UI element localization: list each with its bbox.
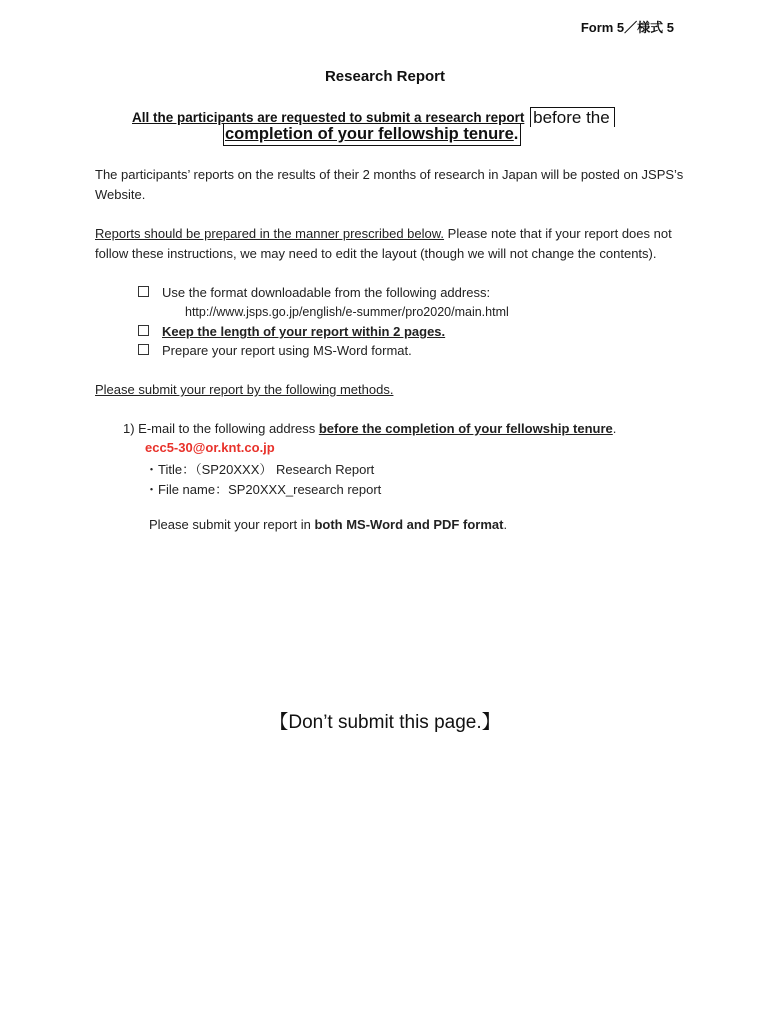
page-title: Research Report <box>324 68 446 85</box>
checklist-item-label: Keep the length of your report within 2 pages. <box>162 324 446 339</box>
submit-prefix: Please submit your report in <box>149 517 315 532</box>
checklist-item-label: Use the format downloadable from the following address: <box>162 285 491 300</box>
checklist-item-length <box>138 324 445 339</box>
checklist-item-label: Prepare your report using MS-Word format. <box>162 343 412 358</box>
methods-heading: Please submit your report by the following methods. <box>95 382 394 397</box>
notice-text: All the participants are requested to submit a research report <box>132 110 525 125</box>
submit-formats: both MS-Word and PDF format <box>314 517 504 532</box>
checkbox-square-icon <box>138 325 149 336</box>
instructions-paragraph <box>95 224 695 263</box>
email-prefix: 1) E-mail to the following address <box>123 421 319 436</box>
intro-paragraph: The participants’ reports on the results of their 2 months of research in Japan will be posted on JSPS’s Website. <box>95 167 684 202</box>
instructions-underlined: Reports should be prepared in the manner prescribed below. <box>95 226 445 241</box>
notice-period: . <box>513 125 519 143</box>
checkbox-square-icon <box>138 286 149 297</box>
instructions-rest: Please note that if your report does not follow these instructions, we may need to edit the layout (though we will not change the contents). <box>95 226 672 261</box>
submit-format-line <box>149 517 507 532</box>
form-number-label: Form 5／様式 5 <box>580 20 674 35</box>
submit-suffix: . <box>503 517 508 532</box>
email-suffix: . <box>612 421 617 436</box>
checklist-item-format <box>138 285 490 300</box>
format-download-url[interactable]: http://www.jsps.go.jp/english/e-summer/pro2020/main.html <box>185 305 509 319</box>
notice-line-2 <box>223 124 521 146</box>
email-instruction <box>123 421 616 436</box>
title-format-line: ・Title：（SP20XXX） Research Report <box>145 462 375 477</box>
notice-tenure-text: completion of your fellowship tenure <box>225 125 514 143</box>
email-deadline: before the completion of your fellowship tenure <box>318 421 613 436</box>
email-address-link[interactable]: ecc5-30@or.knt.co.jp <box>145 440 275 455</box>
do-not-submit-note: 【Don’t submit this page.】 <box>269 712 501 733</box>
filename-format-line: ・File name：SP20XXX_research report <box>145 482 382 497</box>
notice-line-1 <box>132 106 615 126</box>
checklist-item-msword <box>138 343 412 358</box>
notice-boxed-text: before the <box>530 107 615 127</box>
checkbox-square-icon <box>138 344 149 355</box>
